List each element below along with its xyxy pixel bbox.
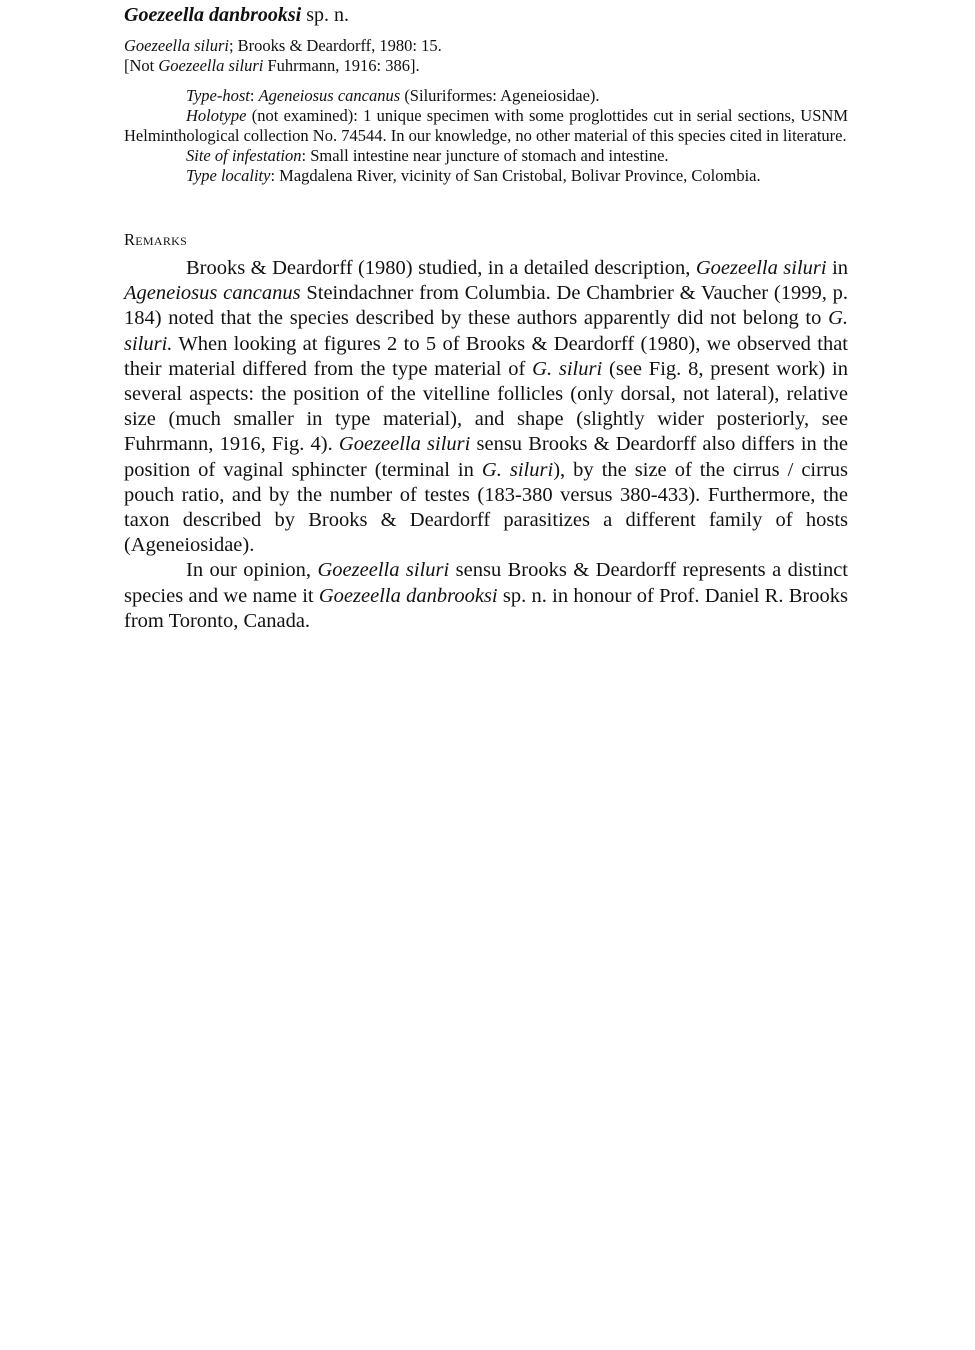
species-name: Goezeella danbrooksi (124, 4, 302, 26)
remarks-paragraph (124, 558, 848, 634)
italic-text: Ageneiosus cancanus (258, 86, 401, 105)
remarks-paragraph (124, 256, 848, 558)
italic-text: G. siluri (481, 458, 554, 481)
italic-text: G. siluri. (124, 307, 848, 355)
text-run: : (249, 86, 259, 105)
italic-text: G. siluri (532, 357, 603, 380)
italic-text: Goezeella siluri (317, 559, 450, 582)
text-run: (see Fig. 8, present work) in several aspects: the position of the vitelline follicles (only dorsal, not lateral), relative size (much smaller in type material), and shape (slightly wider posteriorly, see Fuhrmann, 1916, Fig. 4). (124, 357, 849, 456)
italic-text: Type locality (186, 166, 271, 185)
text-run: Fuhrmann, 1916: 386]. (263, 56, 420, 75)
text-run: sp. n. in honour of Prof. Daniel R. Brooks from Toronto, Canada. (124, 584, 848, 632)
text-run: in (826, 257, 849, 279)
text-run: In our opinion, (186, 559, 318, 582)
italic-text: Goezeella danbrooksi (318, 584, 498, 607)
remarks-body (124, 256, 848, 634)
text-run: (Siluriformes: Ageneiosidae). (400, 86, 600, 105)
text-run: sensu Brooks & Deardorff represents a distinct species and we name it (124, 559, 849, 607)
type-host (124, 86, 848, 106)
italic-text: Goezeella siluri (695, 257, 827, 279)
text-run: When looking at figures 2 to 5 of Brooks & Deardorff (1980), we observed that their material differed from the type material of (124, 332, 848, 380)
remarks-heading: Remarks (124, 230, 188, 249)
holotype (124, 106, 848, 146)
italic-text: Type-host (186, 86, 250, 105)
text-run: ; Brooks & Deardorff, 1980: 15. (228, 36, 442, 55)
italic-text: Holotype (186, 106, 247, 125)
synonymy-line (124, 56, 420, 76)
type-locality (124, 166, 848, 186)
italic-text: Site of infestation (186, 146, 302, 165)
text-run: [Not (124, 56, 159, 75)
italic-text: Goezeella siluri (124, 36, 229, 55)
italic-text: Goezeella siluri (158, 56, 264, 75)
text-run: : Magdalena River, vicinity of San Cristobal, Bolivar Province, Colombia. (270, 166, 761, 185)
site-of-infestation (124, 146, 848, 166)
text-run: sensu Brooks & Deardorff also differs in the position of vaginal sphincter (terminal in (124, 433, 849, 481)
synonymy-line (124, 36, 442, 56)
taxonomic-details (124, 86, 848, 186)
text-run: Brooks & Deardorff (1980) studied, in a detailed description, (186, 257, 696, 279)
species-title (124, 4, 349, 27)
text-run: ), by the size of the cirrus / cirrus pouch ratio, and by the number of testes (183-380 versus 380-433). Furthermore, the taxon described by Brooks & Deardorff parasitizes a different family of hosts (Ageneiosidae). (124, 458, 848, 557)
italic-text: Ageneiosus cancanus (124, 282, 301, 305)
text-run: : Small intestine near juncture of stomach and intestine. (301, 146, 669, 165)
italic-text: Goezeella siluri (338, 433, 471, 456)
text-run: Steindachner from Columbia. De Chambrier & Vaucher (1999, p. 184) noted that the species described by these authors apparently did not belong to (124, 282, 848, 330)
species-suffix: sp. n. (301, 4, 350, 26)
text-run: (not examined): 1 unique specimen with some proglottides cut in serial sections, USNM Helminthological collection No. 74544. In our knowledge, no other material of this species cited in literature. (124, 106, 848, 145)
